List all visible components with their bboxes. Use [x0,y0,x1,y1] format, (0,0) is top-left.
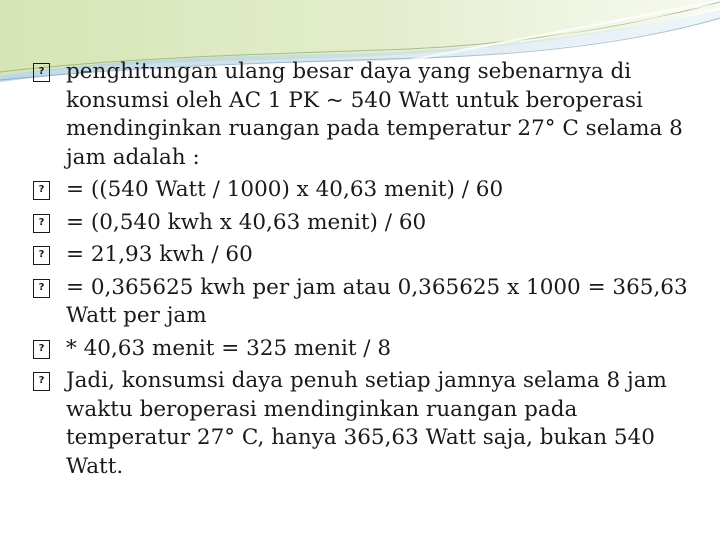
missing-glyph-box-icon [33,246,50,265]
bullet-item-7: ? Jadi, konsumsi daya penuh setiap jamnya selama 8 jam waktu beroperasi mendinginkan ruangan pada temperatur 27° C, hanya 365,63 Watt saja, bukan 540 Watt. [30,367,702,481]
bullet-item-1: ? penghitungan ulang besar daya yang sebenarnya di konsumsi oleh AC 1 PK ~ 540 Watt untuk beroperasi mendinginkan ruangan pada temperatur 27° C selama 8 jam adalah : [30,58,702,172]
missing-glyph-box-icon [33,279,50,298]
bullet-item-6: ? * 40,63 menit = 325 menit / 8 [30,335,702,364]
bullet-item-3: ? = (0,540 kwh x 40,63 menit) / 60 [30,209,702,238]
missing-glyph-box-icon [33,63,50,82]
slide-body [30,58,702,485]
missing-glyph-box-icon [33,214,50,233]
bullet-item-4: ? = 21,93 kwh / 60 [30,241,702,270]
bullet-item-2: ? = ((540 Watt / 1000) x 40,63 menit) / 60 [30,176,702,205]
missing-glyph-box-icon [33,181,50,200]
missing-glyph-box-icon [33,372,50,391]
bullet-item-5: ? = 0,365625 kwh per jam atau 0,365625 x 1000 = 365,63 Watt per jam [30,274,702,331]
missing-glyph-box-icon [33,340,50,359]
